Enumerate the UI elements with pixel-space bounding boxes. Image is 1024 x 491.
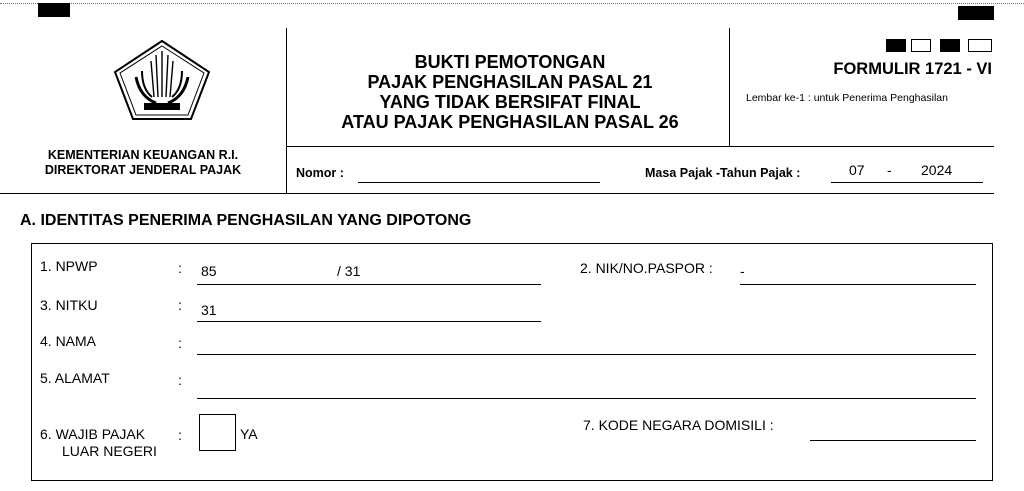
nama-label: 4. NAMA [40, 333, 97, 349]
alamat-colon: : [178, 372, 182, 388]
form-code: FORMULIR 1721 - VI [833, 60, 992, 78]
nama-field[interactable] [197, 334, 976, 355]
nama-colon: : [178, 335, 182, 351]
npwp-colon: : [178, 260, 182, 276]
wp-luar-negeri-label-line-1: 6. WAJIB PAJAK [40, 426, 146, 442]
header-divider-left [286, 28, 287, 193]
top-dotted-rule [0, 3, 1024, 4]
nitku-colon: : [178, 297, 182, 313]
agency-line-2: DIREKTORAT JENDERAL PAJAK [44, 163, 242, 177]
wp-luar-negeri-label [40, 426, 157, 460]
npwp-field[interactable] [197, 260, 541, 285]
header-rule-mid [286, 146, 994, 147]
nitku-label: 3. NITKU [40, 297, 98, 313]
code-box-filled-1 [886, 39, 906, 52]
title-line-2: PAJAK PENGHASILAN PASAL 21 [367, 72, 653, 92]
code-box-filled-2 [940, 39, 960, 52]
nomor-label: Nomor : [296, 166, 344, 180]
title-line-3: YANG TIDAK BERSIFAT FINAL [379, 92, 641, 112]
masa-tahun-separator: - [887, 162, 892, 178]
section-a-heading: A. IDENTITAS PENERIMA PENGHASILAN YANG DIPOTONG [20, 212, 472, 229]
masa-tahun-field[interactable] [831, 162, 983, 183]
title-line-1: BUKTI PEMOTONGAN [414, 52, 606, 72]
wp-luar-negeri-checkbox[interactable] [199, 414, 236, 451]
garuda-emblem-icon [112, 39, 212, 121]
npwp-part-2: / 31 [337, 263, 361, 279]
sheet-note: Lembar ke-1 : untuk Penerima Penghasilan [746, 92, 948, 104]
kode-negara-field[interactable] [810, 418, 976, 441]
kode-negara-label: 7. KODE NEGARA DOMISILI : [583, 417, 774, 433]
nomor-field[interactable] [358, 164, 600, 183]
npwp-part-1: 85 [201, 263, 217, 279]
nik-field[interactable] [740, 262, 976, 285]
corner-mark-left [38, 3, 70, 17]
alamat-field[interactable] [197, 372, 976, 399]
document-title [290, 52, 730, 132]
code-box-empty-1 [911, 39, 931, 52]
header-rule-bottom [0, 193, 994, 194]
masa-value: 07 [849, 162, 865, 178]
nitku-field[interactable] [197, 297, 541, 322]
corner-mark-right [958, 6, 994, 20]
wp-luar-negeri-label-line-2: LUAR NEGERI [62, 443, 157, 459]
title-line-4: ATAU PAJAK PENGHASILAN PASAL 26 [341, 112, 679, 132]
wp-luar-negeri-option: YA [240, 426, 258, 442]
code-box-empty-2 [968, 39, 992, 52]
nitku-value: 31 [201, 302, 217, 318]
masa-tahun-label: Masa Pajak -Tahun Pajak : [645, 166, 801, 180]
nik-label: 2. NIK/NO.PASPOR : [580, 260, 713, 276]
npwp-label: 1. NPWP [40, 258, 98, 274]
nik-value: - [740, 263, 745, 279]
wp-luar-colon: : [178, 427, 182, 443]
tahun-value: 2024 [921, 162, 953, 178]
alamat-label: 5. ALAMAT [40, 370, 110, 386]
agency-name [0, 148, 286, 178]
agency-line-1: KEMENTERIAN KEUANGAN R.I. [47, 148, 239, 162]
